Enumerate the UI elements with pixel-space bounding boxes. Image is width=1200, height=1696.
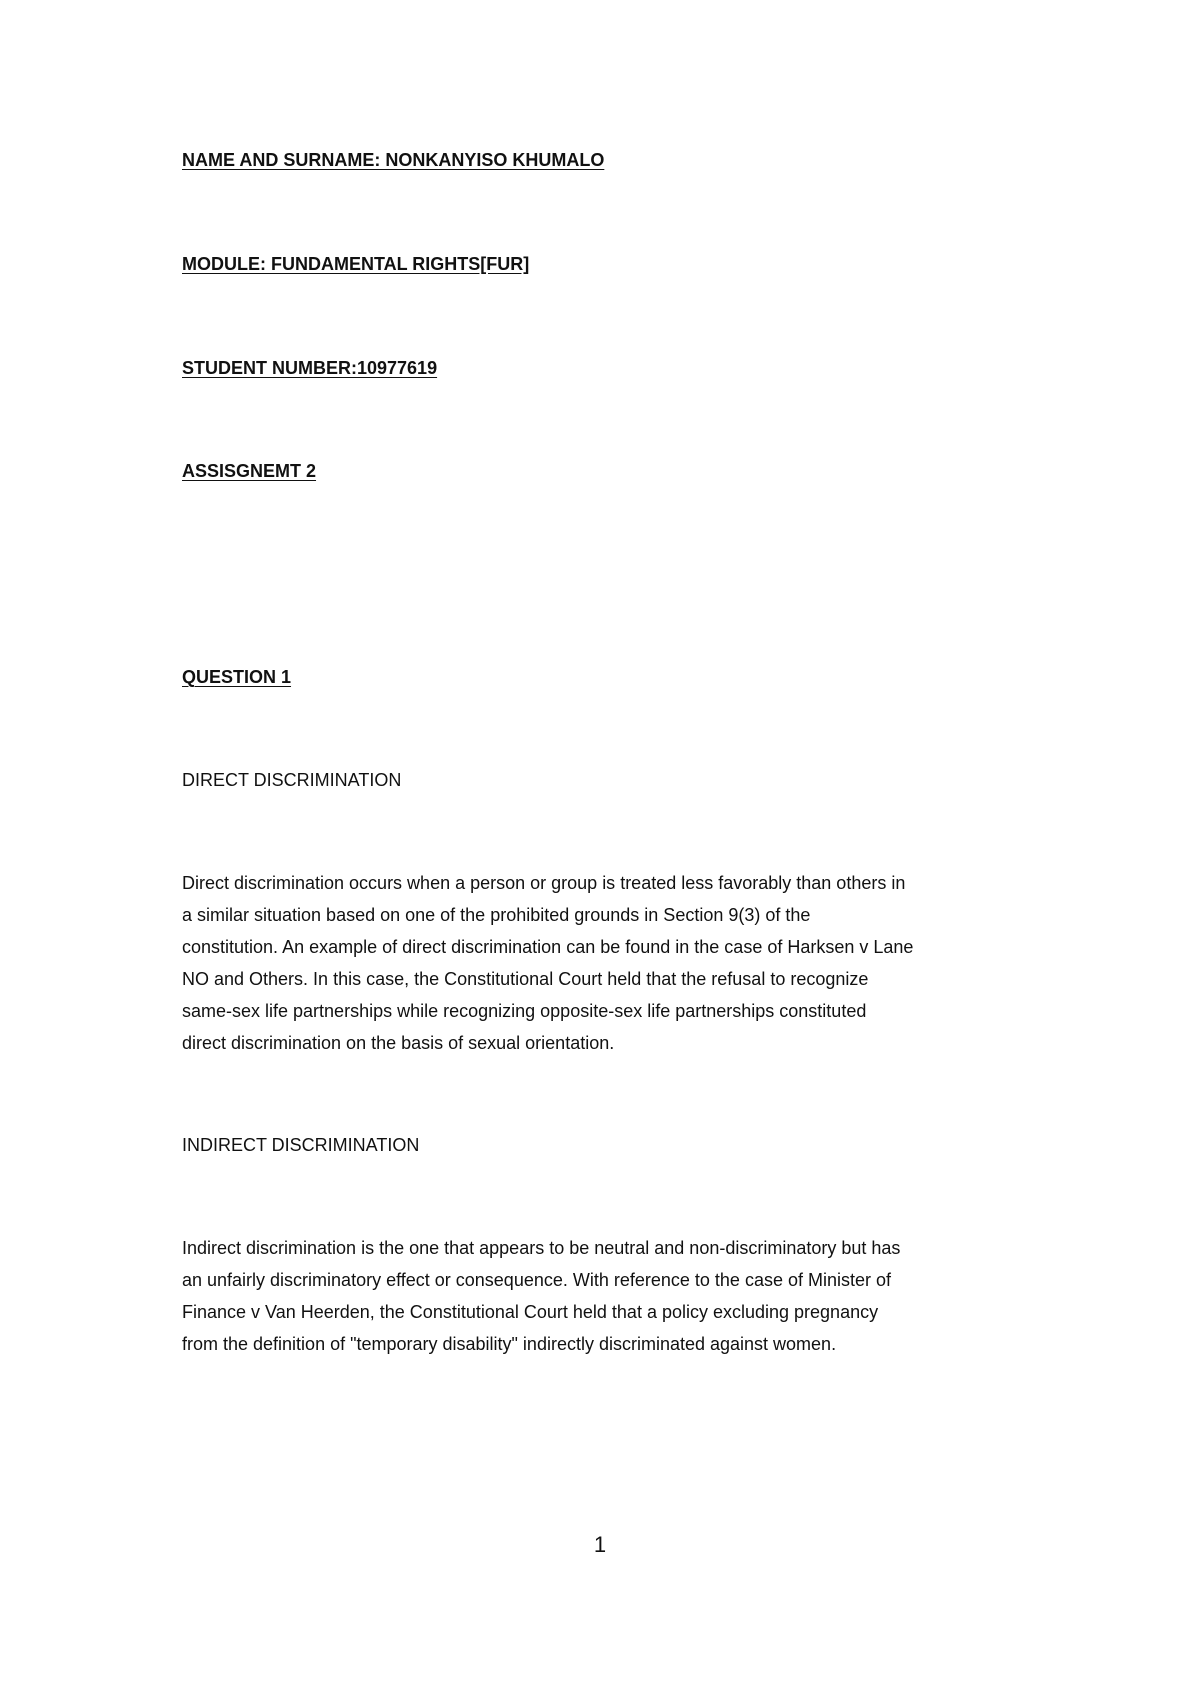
module-line: MODULE: FUNDAMENTAL RIGHTS[FUR]	[182, 254, 530, 274]
student-number-line: STUDENT NUMBER:10977619	[182, 358, 438, 378]
direct-discrimination-heading: DIRECT DISCRIMINATION	[182, 770, 402, 790]
indirect-discrimination-paragraph	[182, 1232, 1042, 1360]
paragraph-line: a similar situation based on one of the prohibited grounds in Section 9(3) of the	[182, 905, 811, 925]
paragraph-line: Indirect discrimination is the one that appears to be neutral and non-discriminatory but has	[182, 1238, 901, 1258]
question-title: QUESTION 1	[182, 667, 292, 687]
paragraph-line: constitution. An example of direct discrimination can be found in the case of Harksen v Lane	[182, 937, 914, 957]
paragraph-line: an unfairly discriminatory effect or consequence. With reference to the case of Minister of	[182, 1270, 892, 1290]
paragraph-line: Direct discrimination occurs when a person or group is treated less favorably than others in	[182, 873, 906, 893]
indirect-discrimination-heading: INDIRECT DISCRIMINATION	[182, 1135, 420, 1155]
assignment-line: ASSISGNEMT 2	[182, 461, 317, 481]
direct-discrimination-paragraph	[182, 867, 1042, 1059]
paragraph-line: Finance v Van Heerden, the Constitutional Court held that a policy excluding pregnancy	[182, 1302, 879, 1322]
paragraph-line: same-sex life partnerships while recognizing opposite-sex life partnerships constituted	[182, 1001, 867, 1021]
paragraph-line: direct discrimination on the basis of sexual orientation.	[182, 1033, 615, 1053]
name-and-surname-line: NAME AND SURNAME: NONKANYISO KHUMALO	[182, 150, 605, 170]
paragraph-line: from the definition of "temporary disability" indirectly discriminated against women.	[182, 1334, 837, 1354]
paragraph-line: NO and Others. In this case, the Constitutional Court held that the refusal to recognize	[182, 969, 869, 989]
page-number: 1	[593, 1532, 607, 1557]
